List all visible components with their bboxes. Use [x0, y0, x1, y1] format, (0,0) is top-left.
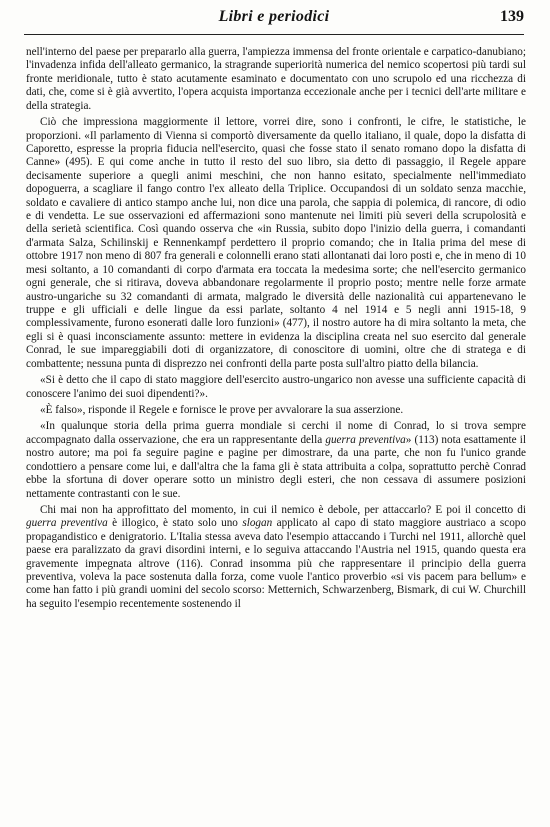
- paragraph: «Si è detto che il capo di stato maggiore dell'esercito austro-ungarico non avesse una sufficiente capacità di conoscere l'animo dei suoi dipendenti?».: [26, 374, 526, 400]
- paragraph-emphasis: guerra preventiva: [325, 433, 406, 446]
- paragraph-text: applicato al capo di stato maggiore austriaco a scopo propagandistico e denigratorio. L'Italia stessa aveva dato l'esempio attaccando i Turchi nel 1911, allorchè quel paese era paralizzato da gravi disordini interni, e lo seguiva attaccando l'Austria nel 1915, quando questa era gravemente impegnata altrove (116). Conrad insomma più che rappresentare il principio della guerra preventiva, voleva la pace sostenuta dalla forza, come vuole l'antico proverbio «si vis pacem para bellum» e come han fatto i più grandi uomini del secolo scorso: Metternich, Schwarzenberg, Bismark, di cui W. Churchill ha seguito l'esempio recentemente sostenendo il: [26, 517, 526, 610]
- paragraph-text: è illogico, è stato solo uno: [107, 517, 243, 530]
- running-title: Libri e periodici: [218, 8, 330, 25]
- paragraph: [26, 420, 526, 501]
- paragraph-emphasis: guerra preventiva: [26, 517, 108, 530]
- body-text: [26, 46, 526, 821]
- paragraph: «È falso», risponde il Regele e fornisce le prove per avvalorare la sua asserzione.: [40, 403, 404, 416]
- paragraph-text: Chi mai non ha approfittato del momento, in cui il nemico è debole, per attaccarlo? E poi il concetto di: [40, 503, 526, 516]
- paragraph: Ciò che impressiona maggiormente il lettore, vorrei dire, sono i confronti, le cifre, le statistiche, le proporzioni. «Il parlamento di Vienna si comportò diversamente da quello italiano, il quale, dopo la disfatta di Caporetto, espresse la propria fiducia nell'esercito, quasi che fosse stato il senato romano dopo la disfatta di Canne» (495). E qui come anche in tutto il resto del suo libro, sia detto di passaggio, il Regele appare decisamente superiore a quegli animi meschini, che non hanno esitato, specialmente nell'immediato dopoguerra, a scagliare il fango contro l'ex alleato della Triplice. Occupandosi di un soldato senza macchie, soldato e cavaliere di antico stampo anche lui, non dice una parola, che sappia di polemica, di rancore, di odio e di vendetta. Le sue osservazioni ed affermazioni sono mantenute nei limiti più severi della scrupolosità e della serietà scientifica. Così quando osserva che «in Russia, subito dopo l'inizio della guerra, i comandanti d'armata Salza, Schilinskij e Rennenkampf perdettero il proprio comando; che in Italia prima del mese di ottobre 1917 non meno di 807 fra generali e colonnelli erano stati allontanati dai loro posti e, che in meno di 10 mesi soltanto, a 10 comandanti di corpo d'armata era toccata la medesima sorte; che nell'esercito germanico ogni generale, che si ritirava, doveva abbandonare regolarmente il proprio posto; mentre nelle forze armate austro-ungariche su 32 comandanti di armata, malgrado le diversità delle nazionalità cui appartenevano le truppe e gli ufficiali e delle lingue da essi parlate, soltanto 4 nel 1914 e 5 negli anni 1915-18, 9 complessivamente, furono esonerati dalle loro funzioni» (477), il nostro autore ha di mira soltanto la meta, che egli si è quasi inconsciamente assunto: mettere in evidenza la disciplina creata nel suo esercito dal generale Conrad, le sue impareggiabili doti di organizzatore, di conoscitore di uomini, oltre che di stratega e di combattente; nessuna punta di disprezzo nei confronti della parte posta sull'altro piatto della bilancia.: [26, 116, 526, 370]
- paragraph: [26, 504, 526, 611]
- paragraph-emphasis: slogan: [242, 517, 273, 530]
- page-number: 139: [500, 8, 524, 25]
- paragraph: nell'interno del paese per prepararlo alla guerra, l'ampiezza immensa del fronte orientale e carpatico-danubiano; l'invadenza infida dell'alleato germanico, la stragrande superiorità numerica del nemico scopertosi più tardi sul fronte meridionale, tutto è stato acutamente esaminato e documentato con uno scrupolo ed una ricchezza di dati, che, come si è già avvertito, l'opera acquista importanza eccezionale anche per i tecnici dell'arte militare e della strategia.: [26, 46, 526, 112]
- paragraph-text: » (113) nota esattamente il nostro autore; ma poi fa seguire pagine e pagine per dimostrare, da una parte, che non fu l'unico grande condottiero a pensare come lui, e dall'altra che la fama gli è stata attribuita a colpa, soprattutto perchè Conrad ebbe la sfortuna di dover operare sotto un ministro degli esteri, che non cessava di assumere posizioni nettamente contrastanti con le sue.: [26, 433, 526, 500]
- running-header: [24, 4, 524, 35]
- paragraph-text: «In qualunque storia della prima guerra mondiale si cerchi il nome di Conrad, lo si trova sempre accompagnato dalla osservazione, che era un rappresentante della: [26, 420, 526, 446]
